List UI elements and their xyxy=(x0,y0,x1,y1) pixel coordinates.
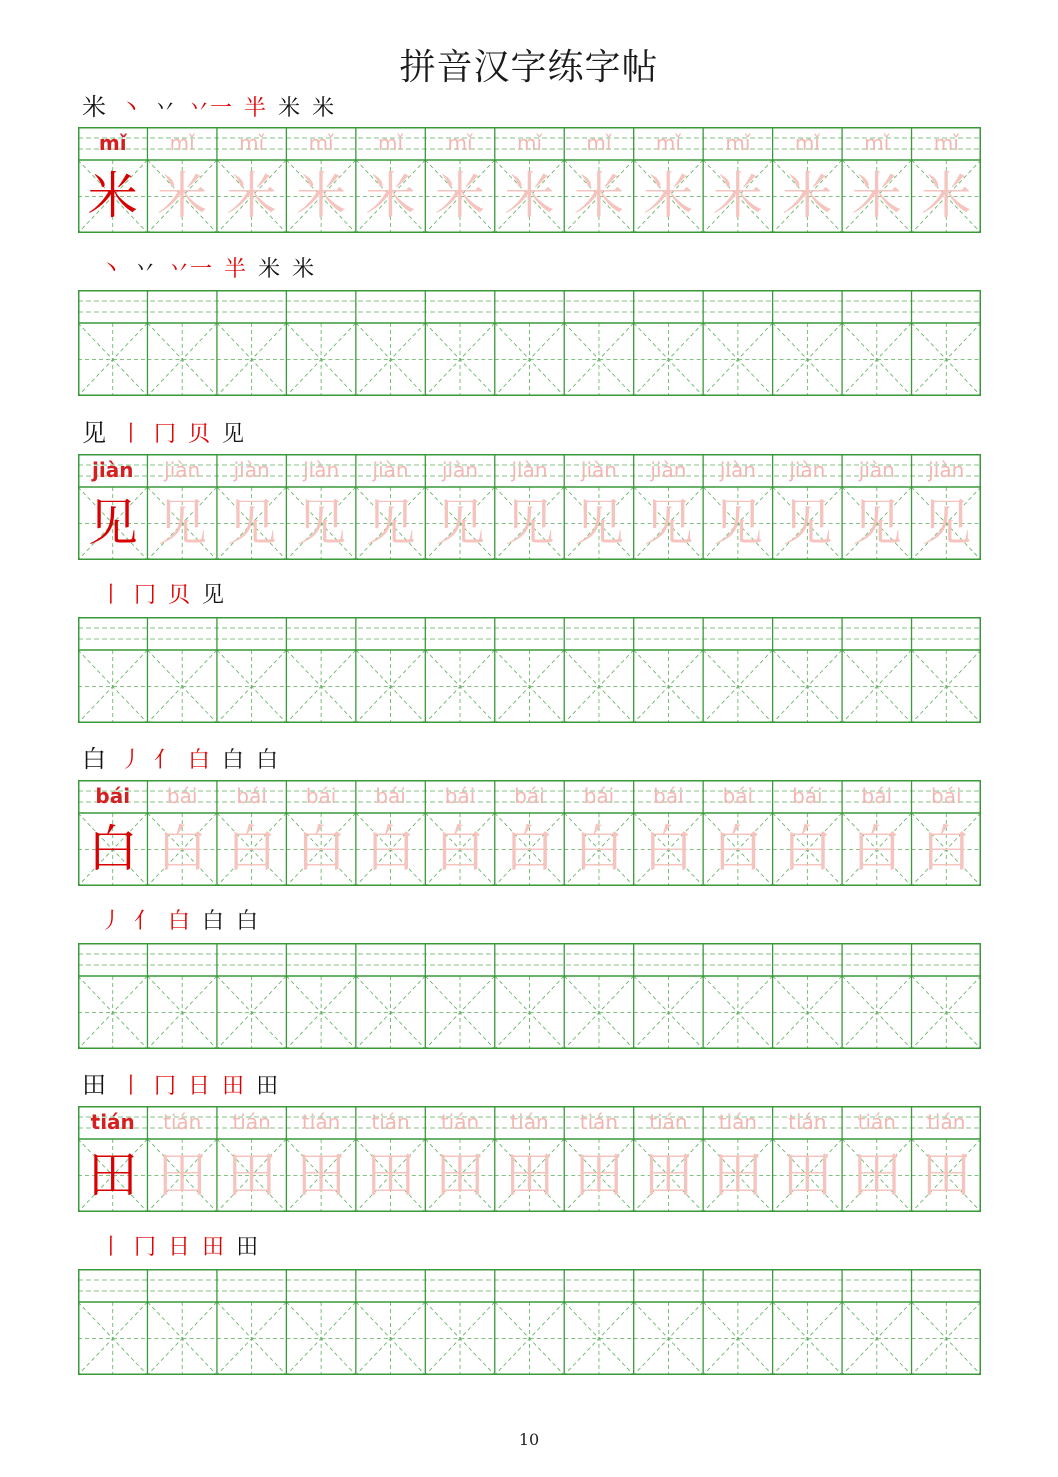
character-trace[interactable]: 见 xyxy=(296,494,347,552)
stroke-step xyxy=(202,1231,224,1265)
pinyin-trace: tián xyxy=(301,1110,341,1134)
stroke-step-new-stroke: 日 xyxy=(168,1235,191,1260)
pinyin-model: tián xyxy=(90,1110,135,1134)
stroke-step-new-stroke: 冂 xyxy=(134,583,157,608)
pinyin-trace: mǐ xyxy=(308,131,334,155)
character-trace[interactable]: 见 xyxy=(573,494,624,552)
stroke-step-new-stroke: 半 xyxy=(224,257,247,282)
pinyin-trace: mǐ xyxy=(933,131,959,155)
stroke-order-guide xyxy=(100,253,326,287)
lesson-character: 田 xyxy=(82,1071,106,1099)
tracing-grid xyxy=(78,454,981,560)
character-trace[interactable]: 田 xyxy=(643,1146,694,1204)
stroke-step xyxy=(222,418,244,452)
pinyin-trace: jiàn xyxy=(858,458,895,482)
character-trace[interactable]: 白 xyxy=(573,820,624,878)
character-trace[interactable]: 见 xyxy=(435,494,486,552)
stroke-step-base: 米 xyxy=(312,96,335,121)
pinyin-trace: bái xyxy=(931,784,962,808)
pinyin-trace: tián xyxy=(232,1110,271,1134)
blank-practice-grid-lines xyxy=(78,617,981,723)
stroke-step-base: 田 xyxy=(236,1235,259,1260)
stroke-step xyxy=(256,1070,278,1104)
character-trace[interactable]: 白 xyxy=(504,820,555,878)
pinyin-trace: mǐ xyxy=(169,131,195,155)
stroke-order-guide xyxy=(100,905,270,939)
stroke-step-new-stroke: 冂 xyxy=(154,422,177,447)
pinyin-trace: mǐ xyxy=(725,131,751,155)
character-trace[interactable]: 白 xyxy=(782,820,833,878)
stroke-step-new-stroke: 田 xyxy=(222,1074,245,1099)
character-trace[interactable]: 白 xyxy=(851,820,902,878)
blank-practice-grid[interactable] xyxy=(78,1269,981,1375)
stroke-step xyxy=(188,418,210,452)
stroke-step-new-stroke: 贝 xyxy=(168,583,191,608)
pinyin-trace: bái xyxy=(861,784,893,808)
pinyin-trace: tián xyxy=(371,1110,410,1134)
pinyin-trace: mǐ xyxy=(586,131,612,155)
tracing-grid xyxy=(78,780,981,886)
stroke-step xyxy=(236,1231,258,1265)
character-trace[interactable]: 白 xyxy=(921,820,972,878)
character-trace[interactable]: 米 xyxy=(643,167,694,225)
pinyin-trace: mǐ xyxy=(655,131,681,155)
stroke-step-base: 米 xyxy=(278,96,301,121)
stroke-step xyxy=(120,1070,142,1104)
stroke-step xyxy=(256,744,278,778)
stroke-step-base: 见 xyxy=(202,583,225,608)
stroke-step xyxy=(188,1070,210,1104)
stroke-step xyxy=(120,418,142,452)
character-trace[interactable]: 田 xyxy=(435,1146,486,1204)
character-trace[interactable]: 米 xyxy=(157,167,208,225)
pinyin-trace: bái xyxy=(514,784,545,808)
stroke-step xyxy=(134,905,156,939)
stroke-step-new-stroke: 亻 xyxy=(134,909,157,934)
pinyin-trace: bái xyxy=(166,784,198,808)
stroke-step-new-stroke: 日 xyxy=(188,1074,211,1099)
blank-practice-grid[interactable] xyxy=(78,290,981,396)
stroke-step-base: 见 xyxy=(222,422,245,447)
character-trace[interactable]: 田 xyxy=(504,1146,555,1204)
stroke-step-base: 白 xyxy=(222,748,245,773)
blank-practice-grid-lines xyxy=(78,943,981,1049)
character-trace[interactable]: 见 xyxy=(921,494,972,552)
character-trace[interactable]: 见 xyxy=(226,494,277,552)
pinyin-trace: jiàn xyxy=(789,458,826,482)
blank-practice-grid-lines xyxy=(78,290,981,396)
pinyin-trace: bái xyxy=(236,784,267,808)
stroke-step-new-stroke: 丷一 xyxy=(188,96,233,121)
stroke-step xyxy=(100,253,122,287)
character-trace[interactable]: 田 xyxy=(573,1146,624,1204)
pinyin-trace: bái xyxy=(305,784,337,808)
tracing-grid xyxy=(78,1106,981,1212)
stroke-step xyxy=(100,905,122,939)
stroke-step xyxy=(236,905,258,939)
pinyin-trace: jiàn xyxy=(580,458,617,482)
page-number: 10 xyxy=(518,1430,540,1449)
character-trace[interactable]: 见 xyxy=(851,494,902,552)
pinyin-trace: tián xyxy=(440,1110,480,1134)
stroke-step-new-stroke: 白 xyxy=(188,748,211,773)
character-trace[interactable]: 米 xyxy=(365,167,416,225)
stroke-step-new-stroke: 冂 xyxy=(154,1074,177,1099)
pinyin-trace: mǐ xyxy=(378,131,404,155)
stroke-step xyxy=(120,92,142,126)
character-model: 田 xyxy=(87,1146,138,1204)
character-trace[interactable]: 见 xyxy=(782,494,833,552)
stroke-order-header xyxy=(82,416,256,450)
pinyin-trace: bái xyxy=(583,784,615,808)
character-trace[interactable]: 米 xyxy=(296,167,347,225)
character-trace[interactable]: 米 xyxy=(573,167,624,225)
pinyin-trace: tián xyxy=(510,1110,549,1134)
pinyin-trace: jiàn xyxy=(650,458,687,482)
pinyin-trace: tián xyxy=(857,1110,896,1134)
character-trace[interactable]: 白 xyxy=(435,820,486,878)
pinyin-trace: bái xyxy=(444,784,476,808)
stroke-step xyxy=(202,579,224,613)
character-trace[interactable]: 田 xyxy=(365,1146,416,1204)
stroke-step xyxy=(100,1231,122,1265)
pinyin-trace: jiàn xyxy=(511,458,548,482)
pinyin-trace: tián xyxy=(649,1110,688,1134)
stroke-step-new-stroke: 丶 xyxy=(120,96,143,121)
stroke-step-base: 米 xyxy=(258,257,281,282)
pinyin-trace: mǐ xyxy=(864,131,890,155)
character-trace[interactable]: 米 xyxy=(851,167,902,225)
stroke-step-new-stroke: 半 xyxy=(244,96,267,121)
character-trace[interactable]: 白 xyxy=(365,820,416,878)
stroke-step-new-stroke: 丨 xyxy=(120,422,143,447)
stroke-step xyxy=(168,579,190,613)
character-trace[interactable]: 见 xyxy=(712,494,763,552)
character-trace[interactable]: 米 xyxy=(921,167,972,225)
stroke-step-new-stroke: 白 xyxy=(168,909,191,934)
pinyin-trace: jiàn xyxy=(303,458,340,482)
stroke-step-base: 田 xyxy=(256,1074,279,1099)
character-trace[interactable]: 见 xyxy=(504,494,555,552)
character-trace[interactable]: 米 xyxy=(435,167,486,225)
stroke-step xyxy=(154,1070,176,1104)
stroke-step xyxy=(188,92,232,126)
pinyin-trace: mǐ xyxy=(516,131,543,155)
character-trace[interactable]: 田 xyxy=(712,1146,763,1204)
stroke-step xyxy=(134,579,156,613)
stroke-step-base: 丷 xyxy=(154,96,177,121)
stroke-step-base: 米 xyxy=(292,257,315,282)
pinyin-trace: tián xyxy=(163,1110,202,1134)
character-trace[interactable]: 田 xyxy=(921,1146,972,1204)
stroke-step xyxy=(244,92,266,126)
stroke-step xyxy=(154,92,176,126)
pinyin-trace: bái xyxy=(722,784,754,808)
character-trace[interactable]: 米 xyxy=(226,167,277,225)
character-model: 白 xyxy=(87,820,138,878)
lesson-character: 米 xyxy=(82,93,106,121)
character-trace[interactable]: 白 xyxy=(226,820,277,878)
stroke-step-base: 白 xyxy=(256,748,279,773)
stroke-order-header xyxy=(82,90,346,124)
character-trace[interactable]: 白 xyxy=(157,820,208,878)
stroke-step-new-stroke: 丷一 xyxy=(168,257,213,282)
stroke-step-new-stroke: 丨 xyxy=(100,583,123,608)
character-trace[interactable]: 田 xyxy=(296,1146,347,1204)
stroke-step xyxy=(312,92,334,126)
pinyin-trace: mǐ xyxy=(239,131,265,155)
pinyin-trace: bái xyxy=(375,784,406,808)
stroke-step xyxy=(168,253,212,287)
character-trace[interactable]: 米 xyxy=(504,167,555,225)
stroke-step-new-stroke: 丶 xyxy=(100,257,123,282)
character-trace[interactable]: 田 xyxy=(851,1146,902,1204)
pinyin-model: jiàn xyxy=(92,458,134,482)
character-trace[interactable]: 田 xyxy=(226,1146,277,1204)
character-trace[interactable]: 白 xyxy=(712,820,763,878)
stroke-step xyxy=(168,905,190,939)
pinyin-trace: bái xyxy=(792,784,823,808)
stroke-step-base: 白 xyxy=(202,909,225,934)
pinyin-trace: tián xyxy=(788,1110,827,1134)
stroke-order-guide xyxy=(100,579,236,613)
stroke-step xyxy=(278,92,300,126)
lesson-character: 见 xyxy=(82,419,106,447)
stroke-step xyxy=(100,579,122,613)
stroke-order-header xyxy=(82,1068,290,1102)
stroke-step-new-stroke: 贝 xyxy=(188,422,211,447)
stroke-step xyxy=(258,253,280,287)
stroke-step xyxy=(154,418,176,452)
character-trace[interactable]: 米 xyxy=(782,167,833,225)
character-trace[interactable]: 米 xyxy=(712,167,763,225)
stroke-step xyxy=(292,253,314,287)
blank-practice-grid-lines xyxy=(78,1269,981,1375)
stroke-step-new-stroke: 丨 xyxy=(100,1235,123,1260)
stroke-step xyxy=(134,253,156,287)
pinyin-trace: tián xyxy=(718,1110,758,1134)
stroke-step-new-stroke: 亻 xyxy=(154,748,177,773)
stroke-step-new-stroke: 丨 xyxy=(120,1074,143,1099)
stroke-step xyxy=(222,1070,244,1104)
blank-practice-grid[interactable] xyxy=(78,943,981,1049)
blank-practice-grid[interactable] xyxy=(78,617,981,723)
pinyin-trace: mǐ xyxy=(447,131,473,155)
pinyin-model: bái xyxy=(95,784,131,808)
pinyin-trace: mǐ xyxy=(794,131,820,155)
stroke-step xyxy=(202,905,224,939)
pinyin-trace: jiàn xyxy=(719,458,756,482)
pinyin-trace: jiàn xyxy=(442,458,479,482)
stroke-step-new-stroke: 丿 xyxy=(100,909,123,934)
stroke-step xyxy=(168,1231,190,1265)
character-trace[interactable]: 白 xyxy=(296,820,347,878)
lesson-character: 白 xyxy=(82,745,106,773)
character-trace[interactable]: 田 xyxy=(157,1146,208,1204)
stroke-step-base: 白 xyxy=(236,909,259,934)
pinyin-trace: jiàn xyxy=(233,458,270,482)
stroke-step xyxy=(154,744,176,778)
pinyin-trace: jiàn xyxy=(372,458,409,482)
character-model: 米 xyxy=(87,167,138,225)
pinyin-trace: tián xyxy=(579,1110,619,1134)
page-title: 拼音汉字练字帖 xyxy=(399,47,659,88)
pinyin-trace: tián xyxy=(927,1110,966,1134)
character-trace[interactable]: 田 xyxy=(782,1146,833,1204)
stroke-step xyxy=(222,744,244,778)
pinyin-model: mǐ xyxy=(98,131,127,155)
stroke-order-guide xyxy=(100,1231,270,1265)
tracing-grid xyxy=(78,127,981,233)
pinyin-trace: jiàn xyxy=(164,458,201,482)
character-model: 见 xyxy=(87,494,138,552)
stroke-step xyxy=(134,1231,156,1265)
character-trace[interactable]: 白 xyxy=(643,820,694,878)
character-trace[interactable]: 见 xyxy=(157,494,208,552)
pinyin-trace: bái xyxy=(653,784,684,808)
stroke-step xyxy=(120,744,142,778)
stroke-step xyxy=(188,744,210,778)
stroke-step-new-stroke: 田 xyxy=(202,1235,225,1260)
stroke-step-base: 丷 xyxy=(134,257,157,282)
stroke-step-new-stroke: 丿 xyxy=(120,748,143,773)
character-trace[interactable]: 见 xyxy=(365,494,416,552)
pinyin-trace: jiàn xyxy=(928,458,965,482)
stroke-order-header xyxy=(82,742,290,776)
stroke-step-new-stroke: 冂 xyxy=(134,1235,157,1260)
character-trace[interactable]: 见 xyxy=(643,494,694,552)
stroke-step xyxy=(224,253,246,287)
